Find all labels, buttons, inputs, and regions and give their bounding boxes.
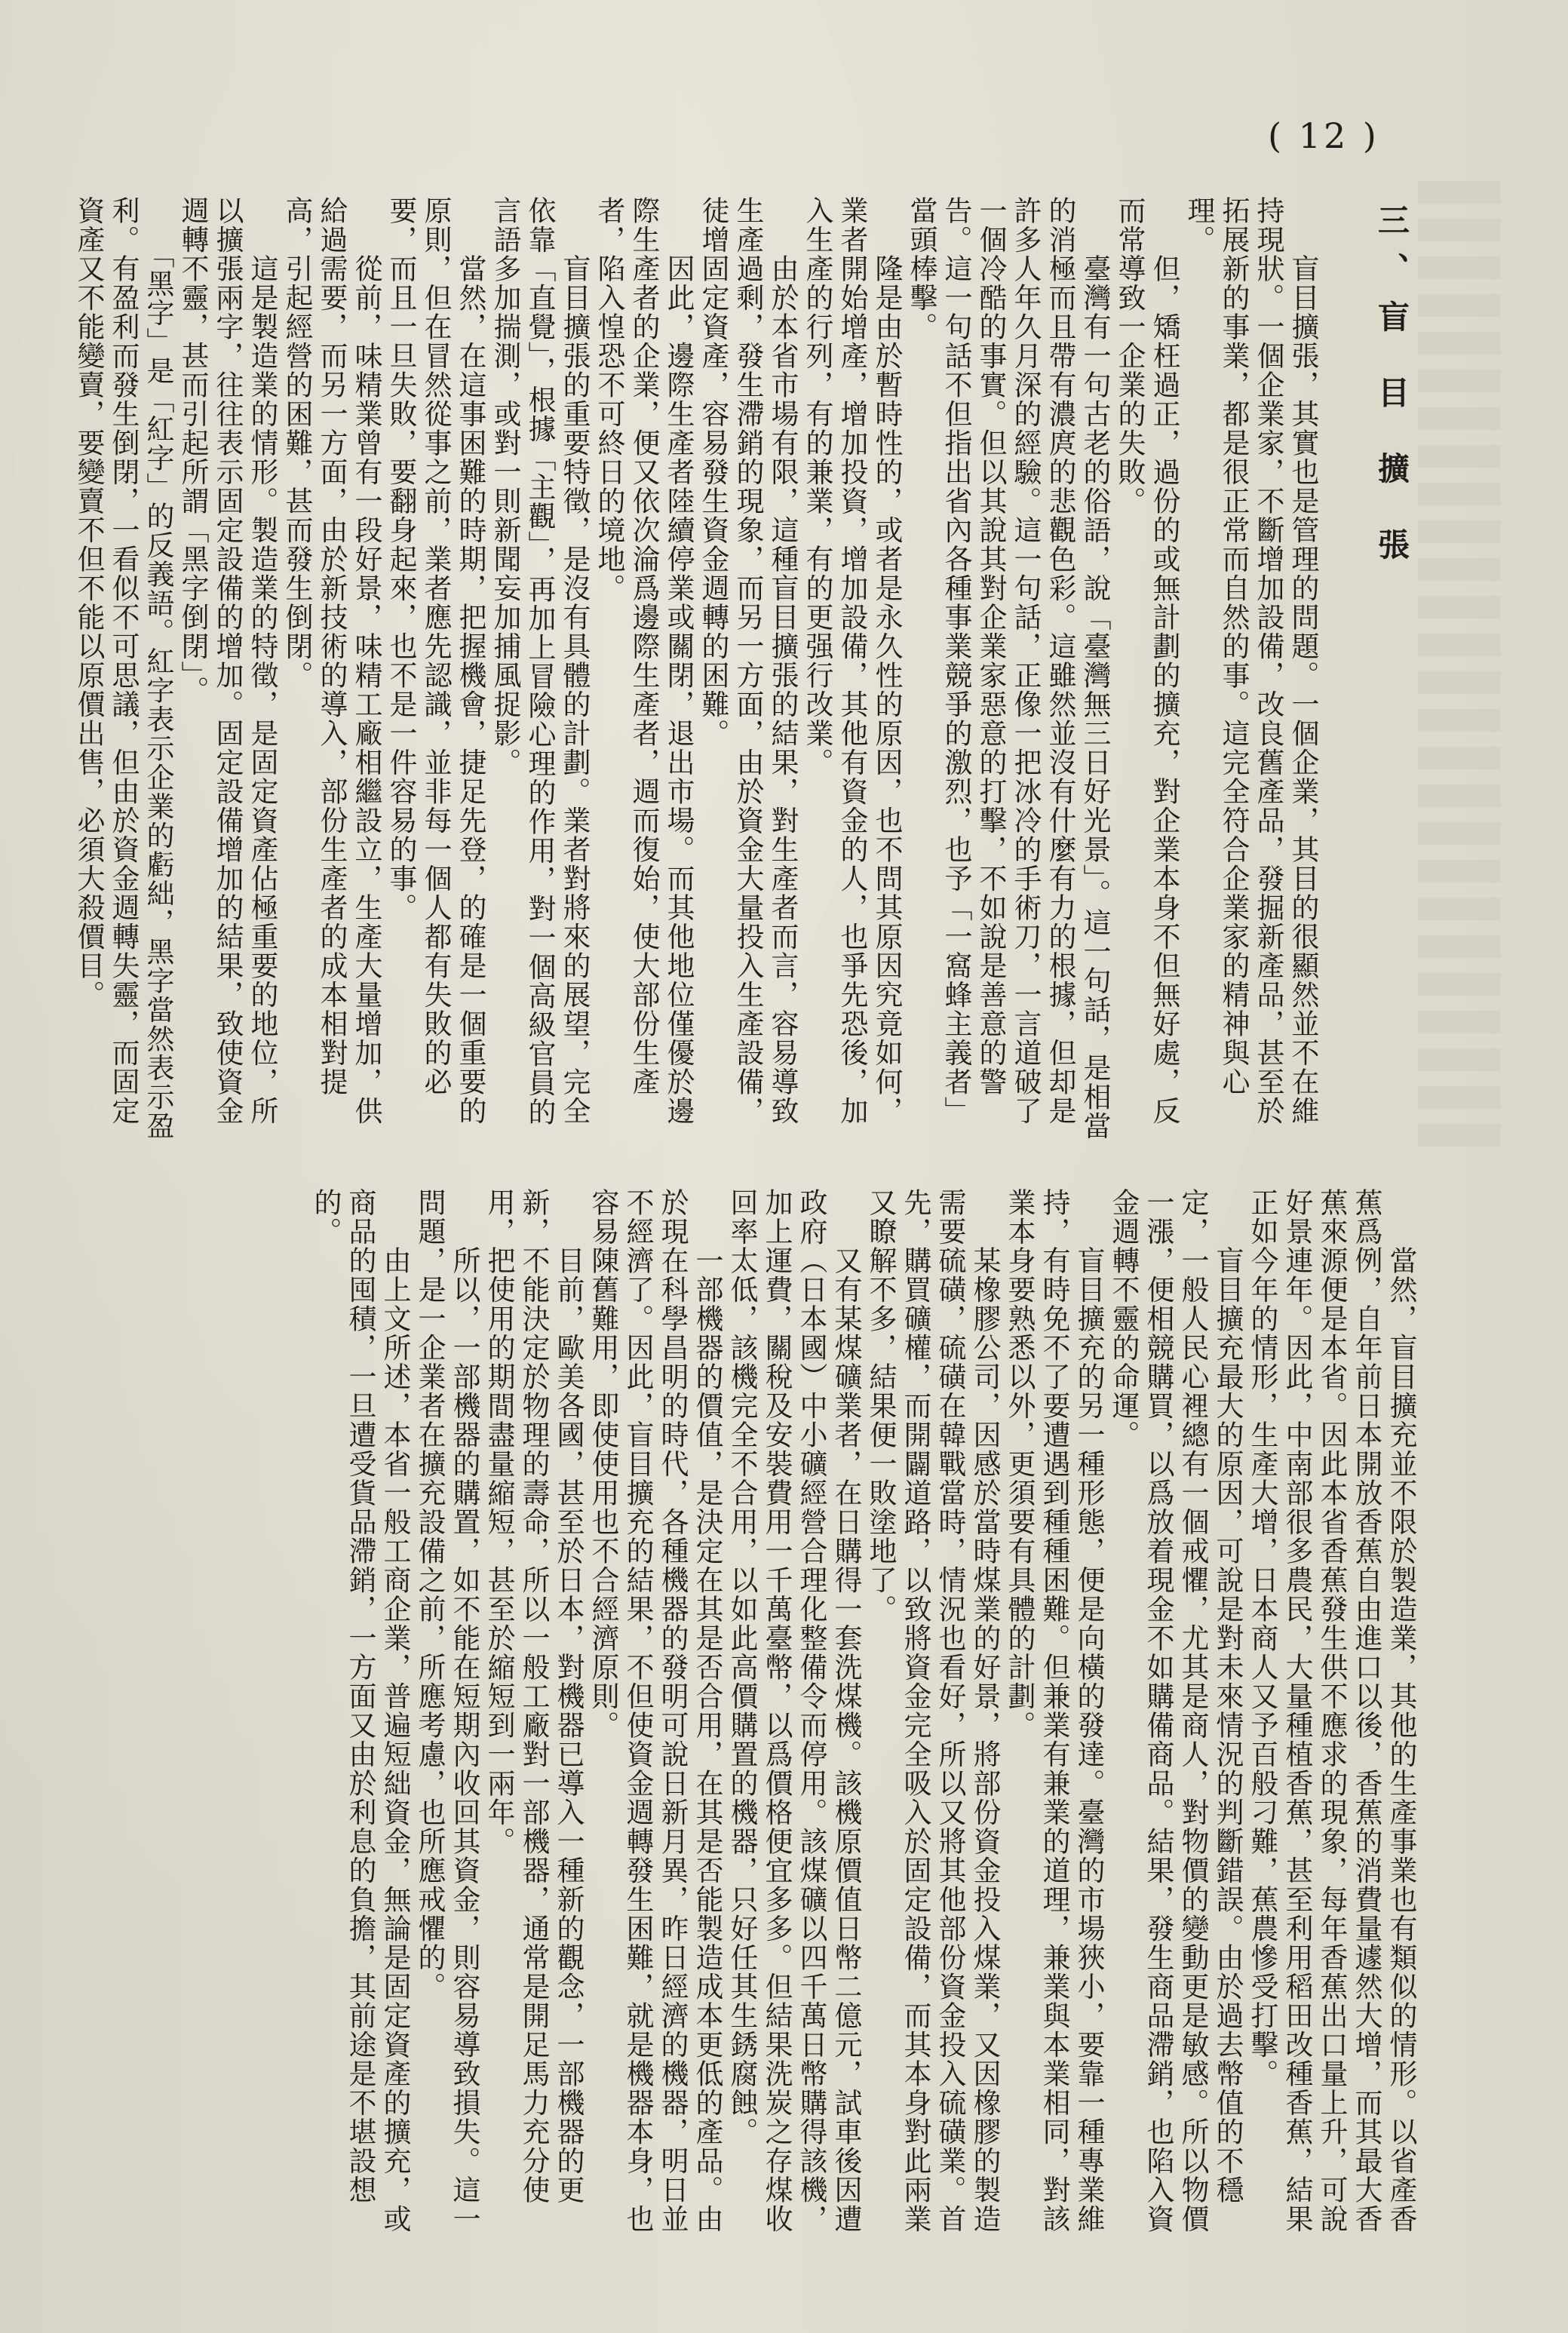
paragraph: 一部機器的價值，是決定在其是否合用，在其是否能製造成本更低的產品。由於現在科學昌明的時代，各種機器的發明可說日新月異，昨日經濟的機器，明日並不經濟了。因此，盲目擴充的結果，不但使資金週轉發生困難，就是機器本身，也容易陳舊難用，即使使用也不合經濟原則。 bbox=[587, 1188, 723, 2233]
paragraph: 盲目擴充最大的原因，可說是對未來情況的判斷錯誤。由於過去幣值的不穩定，一般人民心裡總有一個戒懼，尤其是商人，對物價的變動更是敏感。所以物價一漲，便相競購買，以爲放着現金不如購備商品。結果，發生商品滯銷，也陷入資金週轉不靈的命運。 bbox=[1107, 1188, 1244, 2233]
paragraph: 所以，一部機器的購置，如不能在短期內收回其資金，則容易導致損失。這一問題，是一企業者在擴充設備之前，所應考慮，也所應戒懼的。 bbox=[413, 1188, 480, 2233]
paragraph: 盲目擴張的重要特徵，是沒有具體的計劃。業者對將來的展望，完全依靠「直覺」，根據「主觀」，再加上冒險心理的作用，對一個高級官員的言語多加揣測，或對一則新聞妄加捕風捉影。 bbox=[489, 196, 591, 1127]
paragraph: 因此，邊際生產者陸續停業或關閉，退出市場。而其他地位僅優於邊際生產者的企業，便又依次淪爲邊際生產者，週而復始，使大部份生產者，陷入惶恐不可終日的境地。 bbox=[593, 196, 695, 1125]
paragraph: 這是製造業的情形。製造業的特徵，是固定資產佔極重要的地位，所以擴張兩字，往往表示固定設備的增加。固定設備增加的結果，致使資金週轉不靈，甚而引起所謂「黑字倒閉」。 bbox=[176, 196, 278, 1125]
paragraph: 當然，在這事困難的時期，把握機會，捷足先登，的確是一個重要的原則，但在冒然從事之前，業者應先認識，並非每一個人都有失敗的必要，而且一旦失敗，要翻身起來，也不是一件容易的事。 bbox=[385, 196, 486, 1125]
paragraph: 從前，味精業曾有一段好景，味精工廠相繼設立，生產大量增加，供給過需要，而另一方面，由於新技術的導入，部份生產者的成本相對提高，引起經營的困難，甚而發生倒閉。 bbox=[281, 196, 382, 1125]
paragraph: 「黑字」是「紅字」的反義語。紅字表示企業的虧絀，黑字當然表示盈利。有盈利而發生倒閉，一看似不可思議，但由於資金週轉失靈，而固定資產又不能變賣，要變賣不但不能以原價出售，必須大殺價目。 bbox=[72, 196, 174, 1140]
paragraph: 由於本省市場有限，這種盲目擴張的結果，對生產者而言，容易導致生產過剩，發生滯銷的現象，而另一方面，由於資金大量投入生產設備，徒增固定資產，容易發生資金週轉的困難。 bbox=[697, 196, 799, 1125]
paragraph: 盲目擴充的另一種形態，便是向橫的發達。臺灣的市場狹小，要靠一種專業維持，有時免不了要遭遇到種種困難。但兼業有兼業的道理，兼業與本業相同，對該業本身要熟悉以外，更須要有具體的計劃。 bbox=[1003, 1188, 1105, 2233]
paragraph: 但，矯枉過正，過份的或無計劃的擴充，對企業本身不但無好處，反而常導致一企業的失敗。 bbox=[1113, 196, 1180, 1125]
paragraph: 又有某煤礦業者，在日購得一套洗煤機。該機原價值日幣二億元，試車後因遭政府（日本國）中小礦經營合理化整備令而停用。該煤礦以四千萬日幣購得該機，加上運費，關稅及安裝費用一千萬臺幣，以爲價格便宜多多。但結果洗炭之存煤收回率太低，該機完全不合用，以如此高價購置的機器，只好任其生銹腐蝕。 bbox=[726, 1188, 862, 2233]
paragraph: 臺灣有一句古老的俗語，說「臺灣無三日好光景」。這一句話，是相當的消極而且帶有濃庹的悲觀色彩。這雖然並沒有什麼有力的根據，但却是許多人年久月深的經驗。這一句話，正像一把冰冷的手術刀，一言道破了一個冷酷的事實。但以其說其對企業家惡意的打擊，不如說是善意的警告。這一句話不但指出省內各種事業競爭的激烈，也予「一窩蜂主義者」當頭棒擊。 bbox=[905, 196, 1111, 1140]
paragraph: 盲目擴張，其實也是管理的問題。一個企業，其目的很顯然並不在維持現狀。一個企業家，不斷增加設備，改良舊產品，發掘新產品，甚至於拓展新的事業，都是很正常而自然的事。這完全符合企業家的精神與心理。 bbox=[1183, 196, 1319, 1125]
page-number: ( 12 ) bbox=[1268, 115, 1379, 156]
paragraph: 當然，盲目擴充並不限於製造業，其他的生產事業也有類似的情形。以省產香蕉爲例，自年前日本開放香蕉自由進口以後，香蕉的消費量遽然大增，而其最大香蕉來源便是本省。因此本省香蕉發生供不應求的現象，每年香蕉出口量上升，可說好景連年。因此，中南部很多農民，大量種植香蕉，甚至利用稻田改種香蕉，結果正如今年的情形，生產大增，日本商人又予百般刁難，蕉農慘受打擊。 bbox=[1246, 1188, 1417, 2233]
upper-text-block bbox=[72, 196, 1320, 1150]
paragraph: 目前，歐美各國，甚至於日本，對機器已導入一種新的觀念，一部機器的更新，不能決定於物理的壽命，所以一般工廠對一部機器，通常是開足馬力充分使用，把使用的期間盡量縮短，甚至於縮短到一兩年。 bbox=[483, 1188, 585, 2205]
section-heading: 三、盲 目 擴 張 bbox=[1373, 204, 1410, 576]
paragraph: 由上文所述，本省一般工商企業，普遍短絀資金，無論是固定資產的擴充，或商品的囤積，一旦遭受貨品滯銷，一方面又由於利息的負擔，其前途是不堪設想的。 bbox=[309, 1188, 411, 2233]
lower-text-block bbox=[75, 1188, 1418, 2252]
bleed-through-shadow bbox=[1418, 181, 1501, 1162]
paragraph: 隆是由於暫時性的，或者是永久性的原因，也不問其原因究竟如何，業者開始增產，增加投資，增加設備，其他有資金的人，也爭先恐後，加入生產的行列，有的兼業，有的更强行改業。 bbox=[801, 196, 903, 1125]
paragraph: 某橡膠公司，因感於當時煤業的好景，將部份資金投入煤業，又因橡膠的製造需要硫磺，硫磺在韓戰當時，情況也看好，所以又將其他部份資金投入硫磺業。首先，購買礦權，而開闢道路，以致將資金完全吸入於固定設備，而其本身對此兩業又瞭解不多，結果便一敗塗地了。 bbox=[864, 1188, 1001, 2233]
